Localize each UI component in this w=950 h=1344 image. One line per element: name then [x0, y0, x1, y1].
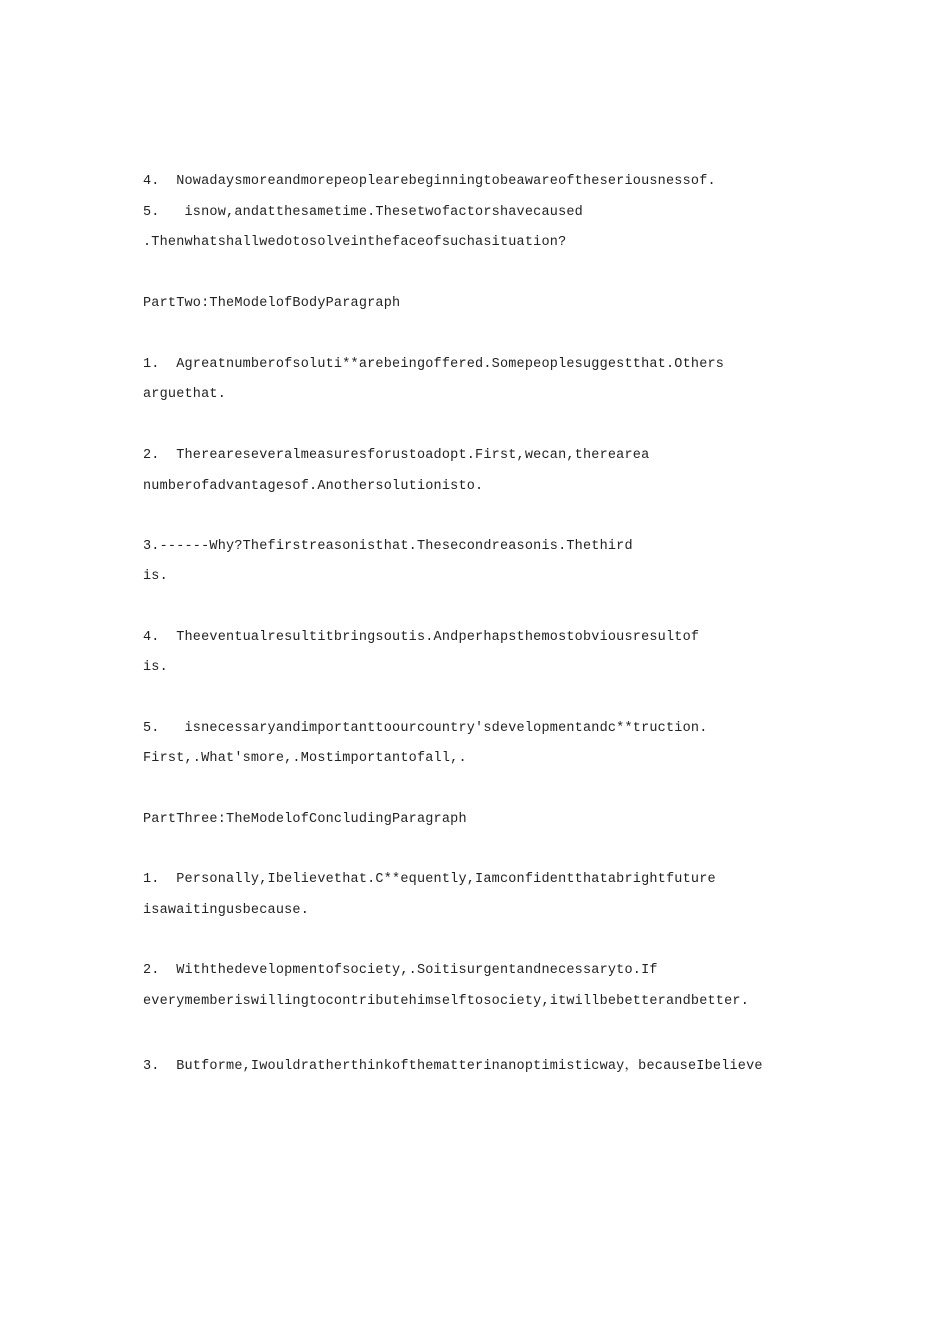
part-two-item-1-line-2: arguethat. — [143, 387, 227, 402]
part-three-heading: PartThree:TheModelofConcludingParagraph — [143, 812, 467, 827]
part-two-item-5-line-2: First,.What'smore,.Mostimportantofall,. — [143, 751, 467, 766]
part-two-heading: PartTwo:TheModelofBodyParagraph — [143, 296, 401, 311]
intro-item-5-line-2: .Thenwhatshallwedotosolveinthefaceofsuchasituation? — [143, 235, 567, 250]
part-two-item-3-line-1: 3.------Why?Thefirstreasonisthat.Thesecondreasonis.Thethird — [143, 539, 633, 554]
part-three-item-2-line-1: 2. Withthedevelopmentofsociety,.Soitisurgentandnecessaryto.If — [143, 963, 658, 978]
part-two-item-4-line-1: 4. Theeventualresultitbringsoutis.Andperhapsthemostobviousresultof — [143, 630, 700, 645]
part-three-item-1-line-2: isawaitingusbecause. — [143, 903, 310, 918]
part-three-item-3-line-1: 3. Butforme,Iwouldratherthinkofthematterinanoptimisticway，becauseIbelieve — [143, 1059, 763, 1074]
intro-item-4: 4. Nowadaysmoreandmorepeoplearebeginningtobeawareoftheseriousnessof. — [143, 174, 716, 189]
part-two-item-4-line-2: is. — [143, 660, 168, 675]
intro-item-5-line-1: 5. isnow,andatthesametime.Thesetwofactorshavecaused — [143, 205, 583, 220]
part-two-item-1-line-1: 1. Agreatnumberofsoluti**arebeingoffered.Somepeoplesuggestthat.Others — [143, 357, 725, 372]
part-three-item-1-line-1: 1. Personally,Ibelievethat.C**equently,Iamconfidentthatabrightfuture — [143, 872, 716, 887]
part-two-item-2-line-1: 2. Thereareseveralmeasuresforustoadopt.First,wecan,therearea — [143, 448, 650, 463]
part-two-item-2-line-2: numberofadvantagesof.Anothersolutionisto. — [143, 479, 484, 494]
part-two-item-5-line-1: 5. isnecessaryandimportanttoourcountry'sdevelopmentandc**truction. — [143, 721, 708, 736]
part-three-item-2-line-2: everymemberiswillingtocontributehimselftosociety,itwillbebetterandbetter. — [143, 994, 749, 1009]
part-two-item-3-line-2: is. — [143, 569, 168, 584]
